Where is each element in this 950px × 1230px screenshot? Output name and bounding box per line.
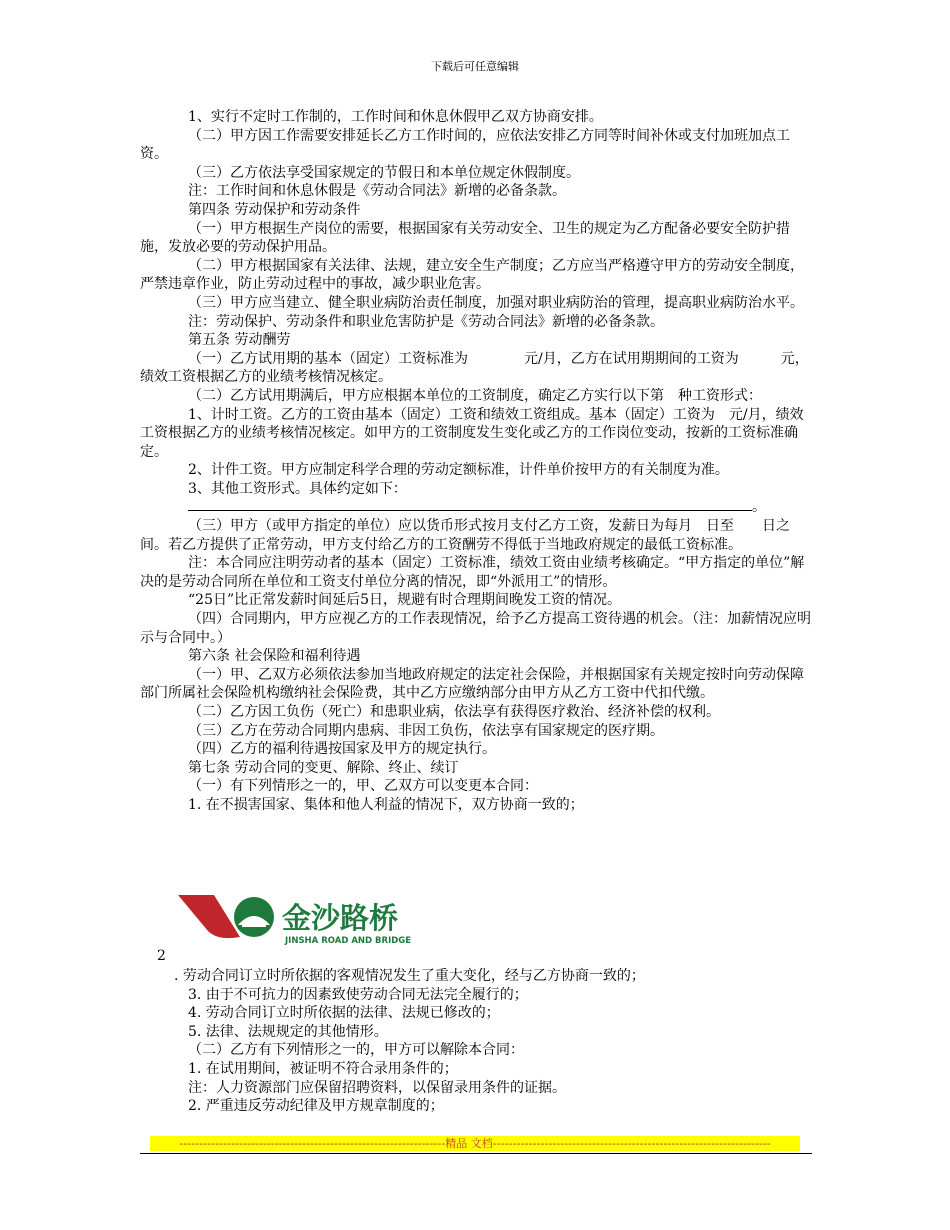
paragraph: 4. 劳动合同订立时所依据的法律、法规已修改的； [188, 1005, 500, 1022]
paragraph: 2、计件工资。甲方应制定科学合理的劳动定额标准，计件单价按甲方的有关制度为准。 [188, 462, 729, 479]
paragraph: 注：本合同应注明劳动者的基本（固定）工资标准，绩效工资由业绩考核确定。“甲方指定的单位”解决的是劳动合同所在单位和工资支付单位分离的情况，即“外派用工”的情形。 [140, 555, 805, 590]
paragraph: 5. 法律、法规规定的其他情形。 [188, 1023, 388, 1040]
paragraph: （一）甲方根据生产岗位的需要，根据国家有关劳动安全、卫生的规定为乙方配备必要安全防护措施，发放必要的劳动保护用品。 [140, 220, 790, 256]
paragraph: 1. 在不损害国家、集体和他人利益的情况下，双方协商一致的； [188, 796, 584, 813]
paragraph: 注：工作时间和休息休假是《劳动合同法》新增的必备条款。 [188, 183, 566, 200]
paragraph: 2. 严重违反劳动纪律及甲方规章制度的； [188, 1098, 444, 1115]
section-heading: 第六条 社会保险和福利待遇 [188, 648, 361, 665]
paragraph: . 劳动合同订立时所依据的客观情况发生了重大变化，经与乙方协商一致的； [174, 968, 645, 984]
page-number: 2 [157, 948, 166, 964]
company-logo [178, 891, 418, 947]
section-heading: 第七条 劳动合同的变更、解除、终止、续订 [188, 759, 459, 776]
paragraph: 1、实行不定时工作制的，工作时间和休息休假甲乙双方协商安排。 [188, 109, 603, 125]
paragraph: （一）甲、乙双方必须依法参加当地政府规定的法定社会保险，并根据国家有关规定按时向劳动保障部门所属社会保险机构缴纳社会保险费，其中乙方应缴纳部分由甲方从乙方工资中代扣代缴。 [140, 666, 804, 702]
paragraph: （三）乙方在劳动合同期内患病、非因工负伤，依法享有国家规定的医疗期。 [188, 722, 664, 739]
paragraph: （二）乙方试用期满后，甲方应根据本单位的工资制度，确定乙方实行以下第 种工资形式： [188, 387, 762, 404]
paragraph: “25日”比正常发薪时间延后5日，规避有时合理期间晚发工资的情况。 [188, 592, 622, 609]
footer-banner: -------------------------------------------------------------------精品 文档---------------------------------------------------------------------- [150, 1136, 800, 1151]
paragraph: 1. 在试用期间，被证明不符合录用条件的； [188, 1060, 458, 1077]
paragraph: （一）有下列情形之一的，甲、乙双方可以变更本合同： [188, 778, 538, 795]
blank-underline [188, 498, 752, 511]
paragraph: （三）乙方依法享受国家规定的节假日和本单位规定休假制度。 [188, 164, 580, 181]
logo-name-cn: 金沙路桥 [282, 901, 399, 935]
paragraph: （一）乙方试用期的基本（固定）工资标准为 元/月，乙方在试用期期间的工资为 元，绩效工资根据乙方的业绩考核情况核定。 [140, 350, 809, 386]
paragraph: （二）乙方有下列情形之一的，甲方可以解除本合同： [188, 1042, 524, 1059]
paragraph: （二）乙方因工负伤（死亡）和患职业病，依法享有获得医疗救治、经济补偿的权利。 [188, 704, 720, 720]
paragraph: （三）甲方（或甲方指定的单位）应以货币形式按月支付乙方工资，发薪日为每月 日至 日之间。若乙方提供了正常劳动，甲方支付给乙方的工资酬劳不得低于当地政府规定的最低工资标准。 [140, 518, 790, 553]
blank-end-mark: 。 [752, 499, 766, 516]
paragraph: （二）甲方因工作需要安排延长乙方工作时间的，应依法安排乙方同等时间补休或支付加班加点工资。 [140, 127, 790, 163]
fill-in-line [140, 498, 812, 517]
paragraph: （三）甲方应当建立、健全职业病防治责任制度，加强对职业病防治的管理，提高职业病防治水平。 [188, 294, 804, 311]
section-heading: 第五条 劳动酬劳 [188, 332, 291, 349]
section-heading: 第四条 劳动保护和劳动条件 [188, 201, 361, 218]
paragraph: 注：劳动保护、劳动条件和职业危害防护是《劳动合同法》新增的必备条款。 [188, 313, 664, 330]
logo-name-en: JINSHA ROAD AND BRIDGE [285, 936, 412, 946]
paragraph: 3、其他工资形式。具体约定如下： [188, 480, 407, 497]
paragraph: 1、计时工资。乙方的工资由基本（固定）工资和绩效工资组成。基本（固定）工资为 元/月，绩效工资根据乙方的业绩考核情况核定。如甲方的工资制度发生变化或乙方的工作岗位变动，按新的工资标准确定。 [140, 406, 804, 460]
paragraph: 注：人力资源部门应保留招聘资料，以保留录用条件的证据。 [188, 1079, 566, 1096]
paragraph: （四）乙方的福利待遇按国家及甲方的规定执行。 [188, 741, 496, 758]
logo-graphic [178, 891, 418, 947]
page-header: 下载后可任意编辑 [431, 60, 519, 73]
footer-divider [140, 1153, 812, 1154]
paragraph: （二）甲方根据国家有关法律、法规，建立安全生产制度；乙方应当严格遵守甲方的劳动安全制度，严禁违章作业，防止劳动过程中的事故，减少职业危害。 [140, 257, 804, 293]
paragraph: 3. 由于不可抗力的因素致使劳动合同无法完全履行的； [188, 986, 528, 1003]
document-body [140, 108, 812, 815]
document-body-continued [140, 967, 812, 1116]
paragraph: （四）合同期内，甲方应视乙方的工作表现情况，给予乙方提高工资待遇的机会。（注：加薪情况应明示与合同中。） [140, 611, 811, 646]
